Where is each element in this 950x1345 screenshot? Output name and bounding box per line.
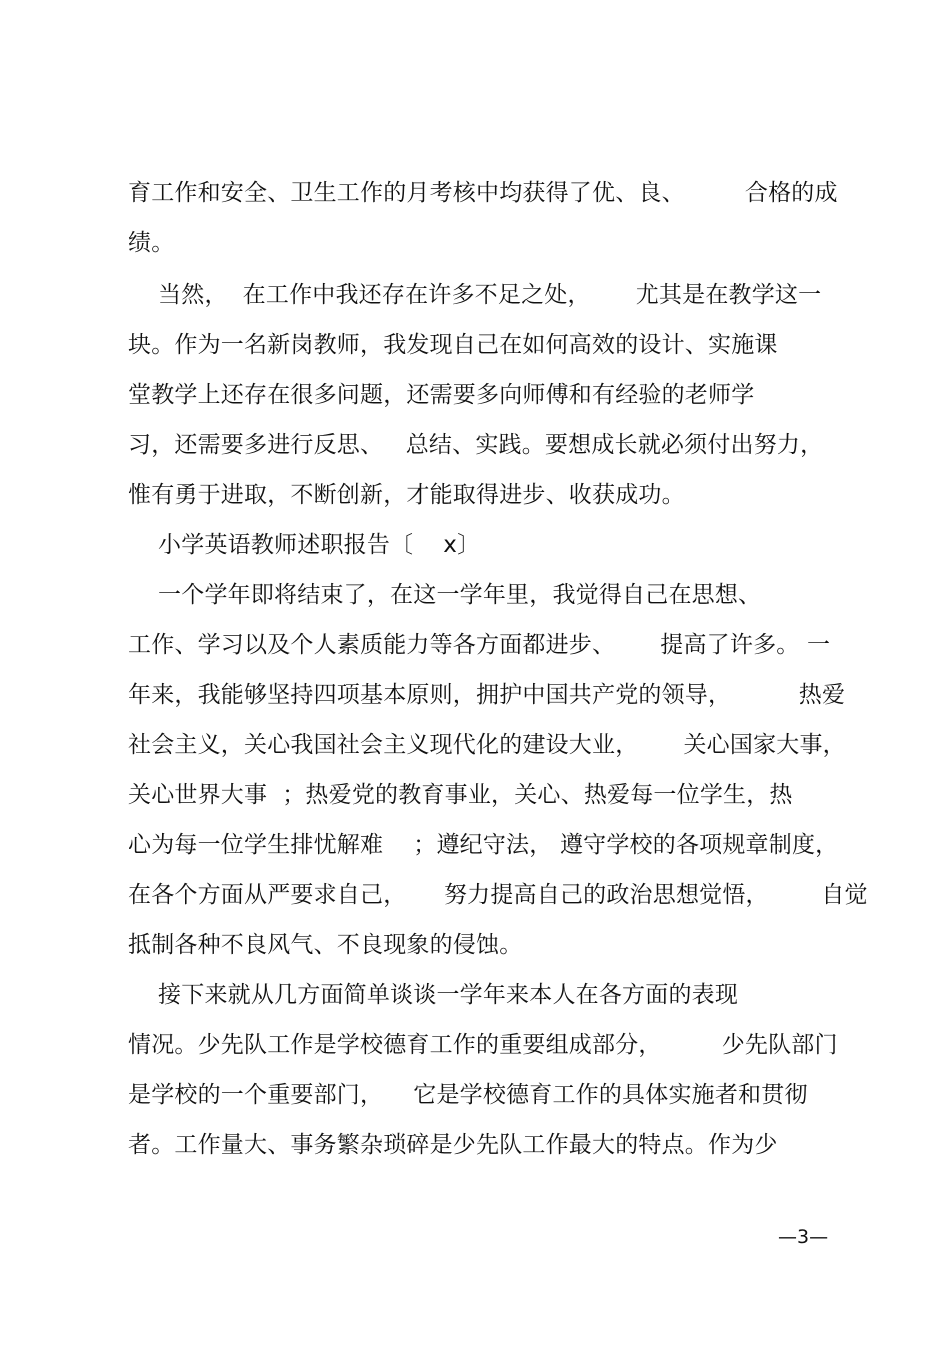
text-line-7: 惟有勇于进取，不断创新，才能取得进步、收获成功。 xyxy=(128,482,685,508)
text-line-2: 绩。 xyxy=(128,230,175,256)
text-line-10: 工作、学习以及个人素质能力等各方面都进步、 提高了许多。 一 xyxy=(128,632,831,658)
section-heading: 小学英语教师述职报告〔 x〕 xyxy=(128,532,481,558)
text-line-4: 块。作为一名新岗教师，我发现自己在如何高效的设计、实施课 xyxy=(128,332,778,358)
text-line-15: 在各个方面从严要求自己， 努力提高自己的政治思想觉悟， 自觉 xyxy=(128,882,868,908)
text-line-18: 情况。少先队工作是学校德育工作的重要组成部分， 少先队部门 xyxy=(128,1032,838,1058)
text-line-3: 当然， 在工作中我还存在许多不足之处， 尤其是在教学这一 xyxy=(128,282,822,308)
text-line-13: 关心世界大事 ；热爱党的教育事业，关心、热爱每一位学生，热 xyxy=(128,782,793,808)
text-line-11: 年来，我能够坚持四项基本原则，拥护中国共产党的领导， 热爱 xyxy=(128,682,846,708)
text-line-6: 习，还需要多进行反思、 总结、实践。要想成长就必须付出努力， xyxy=(128,432,824,458)
text-line-17: 接下来就从几方面简单谈谈一学年来本人在各方面的表现 xyxy=(128,982,739,1008)
page-number: —3— xyxy=(778,1226,829,1248)
text-line-9: 一个学年即将结束了，在这一学年里，我觉得自己在思想、 xyxy=(128,582,762,608)
text-line-1: 育工作和安全、卫生工作的月考核中均获得了优、良、 合格的成 xyxy=(128,180,838,206)
text-line-19: 是学校的一个重要部门， 它是学校德育工作的具体实施者和贯彻 xyxy=(128,1082,808,1108)
text-line-12: 社会主义，关心我国社会主义现代化的建设大业， 关心国家大事， xyxy=(128,732,846,758)
text-line-5: 堂教学上还存在很多问题，还需要多向师傅和有经验的老师学 xyxy=(128,382,755,408)
text-line-20: 者。工作量大、事务繁杂琐碎是少先队工作最大的特点。作为少 xyxy=(128,1132,778,1158)
text-line-14: 心为每一位学生排忧解难 ；遵纪守法， 遵守学校的各项规章制度， xyxy=(128,832,839,858)
text-line-16: 抵制各种不良风气、不良现象的侵蚀。 xyxy=(128,932,523,958)
